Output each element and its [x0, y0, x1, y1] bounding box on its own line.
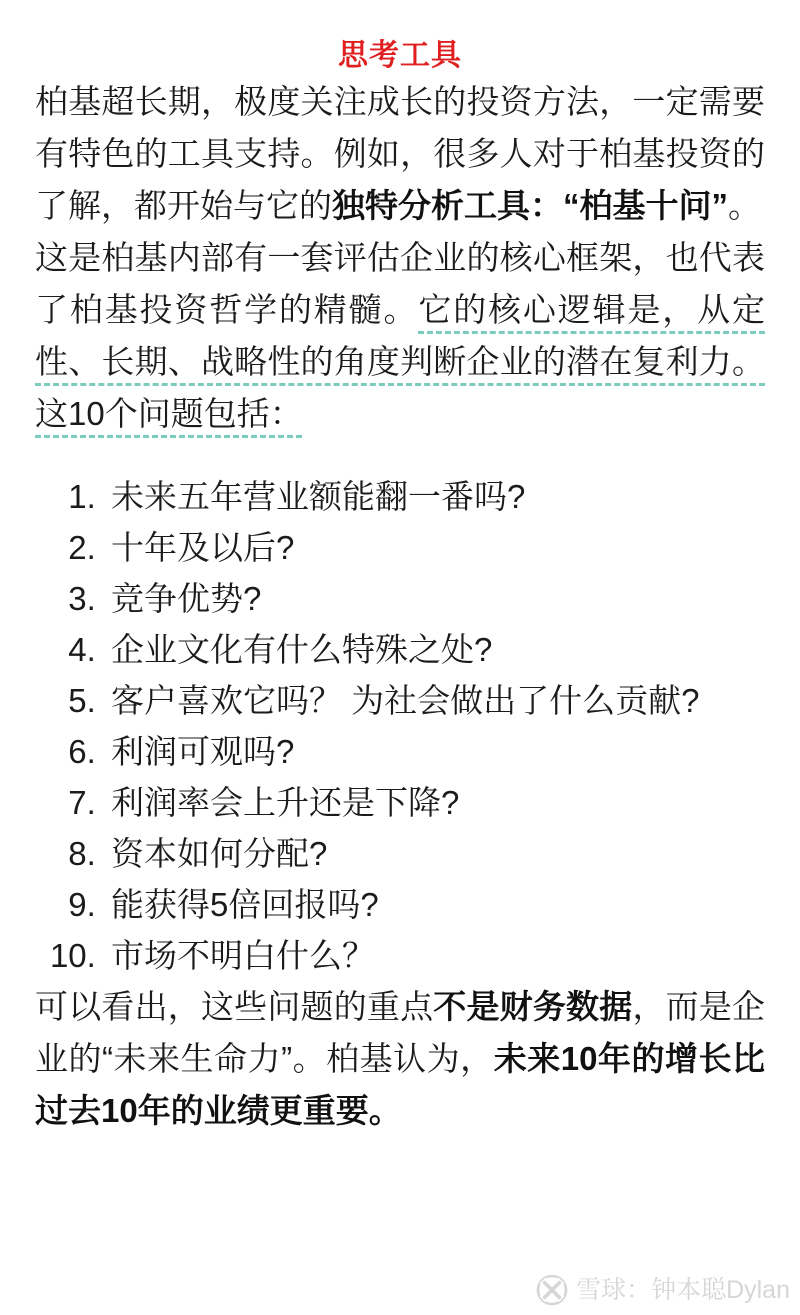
question-item-5: 5. 客户喜欢它吗？ 为社会做出了什么贡献? — [105, 675, 765, 726]
question-item-1: 1. 未来五年营业额能翻一番吗? — [105, 471, 765, 522]
paragraph-conclusion — [35, 981, 765, 1137]
conclusion-bold-2: 未来10年的增长比过去10年的业绩更重要。 — [35, 1040, 765, 1129]
paragraph-intro — [35, 76, 765, 232]
watermark — [535, 1273, 790, 1307]
intro-text-end: 。 — [728, 187, 761, 224]
question-item-3: 3. 竞争优势? — [105, 573, 765, 624]
question-item-7: 7. 利润率会上升还是下降? — [105, 777, 765, 828]
conclusion-text-mid: ，而是企业的“未来生命力”。柏基认为， — [35, 988, 766, 1077]
question-list — [35, 471, 765, 981]
page-title: 思考工具 — [338, 39, 462, 72]
conclusion-bold-1: 不是财务数据 — [433, 988, 633, 1025]
question-item-8: 8. 资本如何分配? — [105, 828, 765, 879]
question-item-4: 4. 企业文化有什么特殊之处? — [105, 624, 765, 675]
paragraph-framework — [35, 232, 765, 440]
question-item-10: 10. 市场不明白什么？ — [105, 930, 765, 981]
watermark-text: 雪球：钟本聪Dylan — [576, 1276, 790, 1304]
framework-underlined-text: 它的核心逻辑是，从定性、长期、战略性的角度判断企业的潜在复利力。这10个问题包括： — [35, 291, 766, 432]
question-item-6: 6. 利润可观吗? — [105, 726, 765, 777]
conclusion-text: 可以看出，这些问题的重点 — [35, 988, 434, 1025]
intro-text: 柏基超长期，极度关注成长的投资方法，一定需要有特色的工具支持。例如，很多人对于柏基投资的了解，都开始与它的 — [35, 83, 765, 224]
question-item-9: 9. 能获得5倍回报吗? — [105, 879, 765, 930]
xueqiu-logo-icon — [535, 1273, 569, 1307]
question-item-2: 2. 十年及以后? — [105, 522, 765, 573]
framework-text: 这是柏基内部有一套评估企业的核心框架，也代表了柏基投资哲学的精髓。 — [35, 239, 765, 328]
intro-bold-text: 独特分析工具：“柏基十问” — [332, 187, 728, 224]
